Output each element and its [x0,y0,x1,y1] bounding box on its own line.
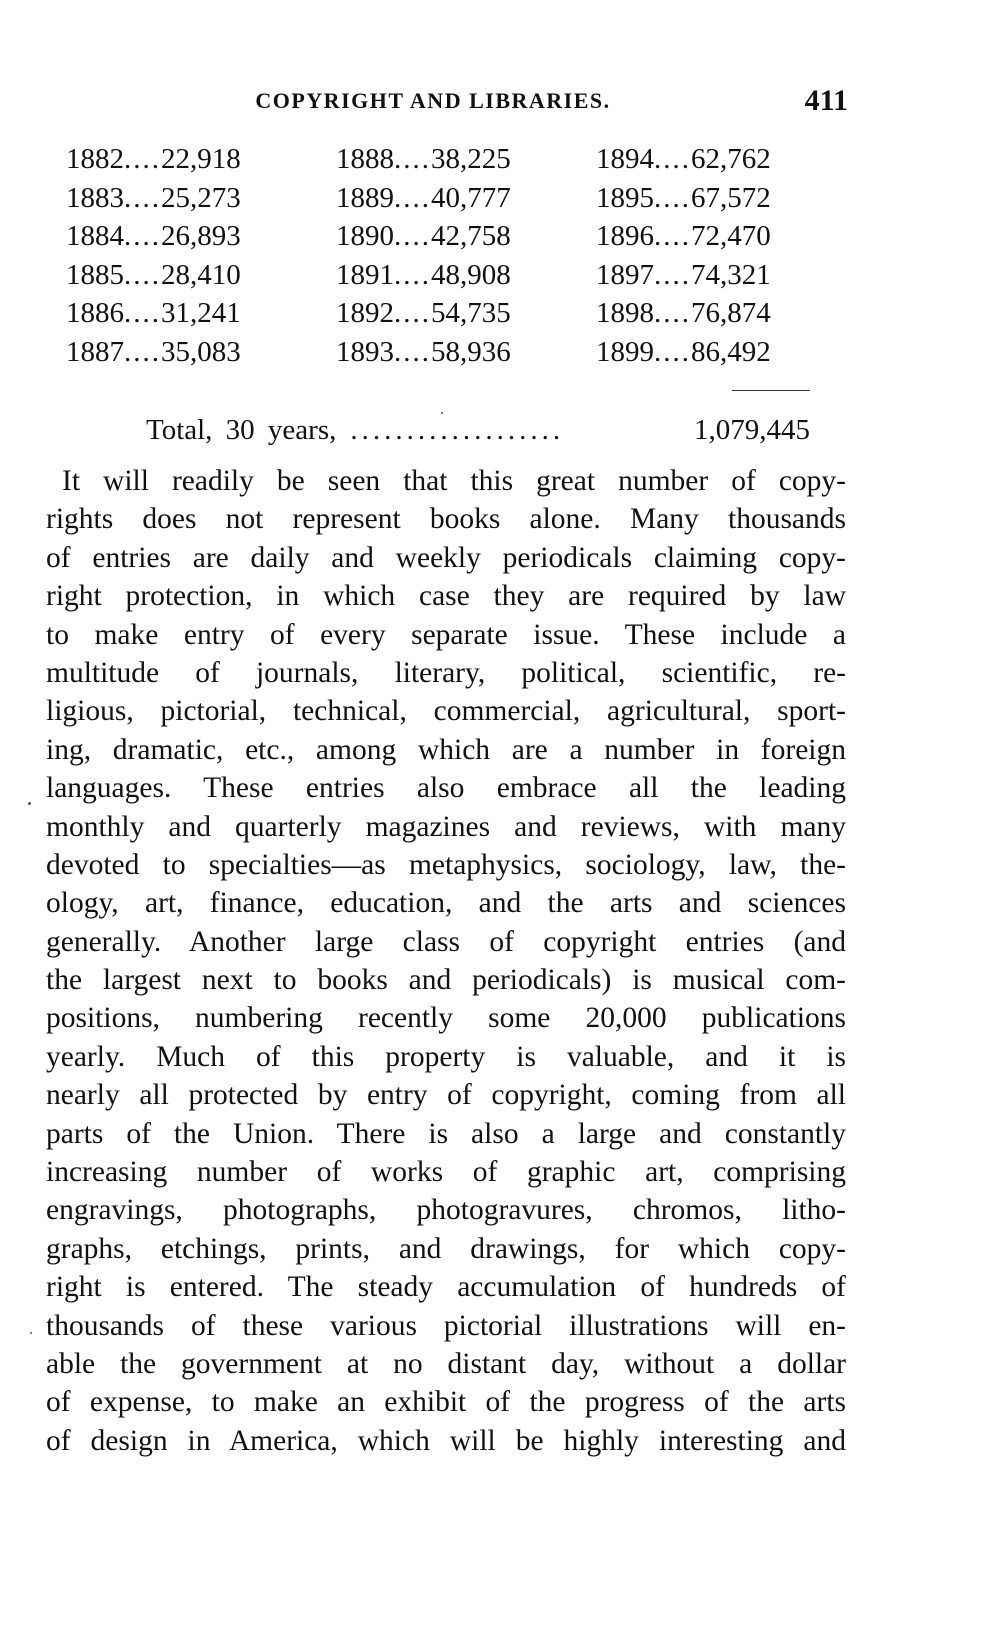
text-line: thousands of these various pictorial illustrations will en- [46,1309,846,1342]
text-line: ology, art, finance, education, and the arts and sciences [46,887,846,920]
leader-dots: .... [654,258,691,291]
table-row [66,179,241,218]
table-row [596,333,771,372]
text-line: yearly. Much of this property is valuable, and it is [46,1040,846,1073]
table-column [596,140,771,371]
scan-speck [28,802,31,805]
table-row [596,217,771,256]
table-row [66,217,241,256]
total-value: 1,079,445 [694,414,810,446]
leader-dots: .... [124,258,161,291]
text-line: nearly all protected by entry of copyright, coming from all [46,1079,846,1112]
year: 1884 [66,220,124,252]
year: 1896 [596,220,654,252]
year: 1898 [596,297,654,329]
year: 1891 [336,258,394,291]
text-line: ing, dramatic, etc., among which are a number in foreign [46,733,846,766]
year: 1885 [66,258,124,291]
table-row [66,333,241,372]
text-line: increasing number of works of graphic art, comprising [46,1156,846,1189]
table-row [596,179,771,218]
text-line: languages. These entries also embrace all the leading [46,772,846,805]
running-title: COPYRIGHT AND LIBRARIES. [255,88,611,113]
table-row [596,294,771,333]
text-line: to make entry of every separate issue. These include a [46,618,846,651]
leader-dots: .... [124,143,161,175]
scan-speck [30,1332,32,1334]
text-line: of entries are daily and weekly periodicals claiming copy- [46,541,846,574]
leader-dots: .... [654,220,691,252]
table-row [336,140,511,179]
body-paragraph [46,462,846,1460]
table-row [336,179,511,218]
total-label: Total, 30 years, [146,414,337,446]
text-line: It will readily be seen that this great number of copy- [62,465,846,497]
year: 1882 [66,143,124,175]
table-column [336,140,511,371]
text-line: multitude of journals, literary, political, scientific, re- [46,656,846,689]
text-line: monthly and quarterly magazines and reviews, with many [46,810,846,843]
entry-count: 74,321 [691,258,771,291]
leader-dots: ................... [350,414,565,446]
entry-count: 40,777 [431,181,511,214]
entry-count: 26,893 [161,220,241,252]
text-line: generally. Another large class of copyright entries (and [46,925,846,958]
scan-speck [441,412,443,414]
entry-count: 38,225 [431,143,511,175]
text-line: graphs, etchings, prints, and drawings, for which copy- [46,1232,846,1265]
text-line: of design in America, which will be highly interesting and [46,1424,846,1457]
leader-dots: .... [654,335,691,368]
table-row [336,256,511,295]
total-line [146,414,810,447]
table-row [596,256,771,295]
table-row [66,256,241,295]
leader-dots: .... [394,335,431,368]
entry-count: 35,083 [161,335,241,368]
text-line: devoted to specialties—as metaphysics, sociology, law, the- [46,848,846,881]
table-row [66,294,241,333]
year: 1888 [336,143,394,175]
table-row [596,140,771,179]
text-line: engravings, photographs, photogravures, chromos, litho- [46,1194,846,1227]
text-line: positions, numbering recently some 20,000 publications [46,1002,846,1035]
text-line: of expense, to make an exhibit of the progress of the arts [46,1386,846,1419]
leader-dots: .... [124,335,161,368]
entry-count: 72,470 [691,220,771,252]
entry-count: 42,758 [431,220,511,252]
entry-count: 67,572 [691,181,771,214]
running-head [48,84,848,124]
leader-dots: .... [394,143,431,175]
year: 1889 [336,181,394,214]
entry-count: 58,936 [431,335,511,368]
entry-count: 86,492 [691,335,771,368]
text-line: the largest next to books and periodicals) is musical com- [46,964,846,997]
year: 1883 [66,181,124,214]
year: 1894 [596,143,654,175]
leader-dots: .... [124,297,161,329]
text-line: able the government at no distant day, without a dollar [46,1347,846,1380]
entry-count: 22,918 [161,143,241,175]
year: 1887 [66,335,124,368]
page-number: 411 [804,84,848,117]
table-row [336,333,511,372]
leader-dots: .... [394,258,431,291]
year: 1886 [66,297,124,329]
entry-count: 62,762 [691,143,771,175]
leader-dots: .... [394,181,431,214]
entry-count: 48,908 [431,258,511,291]
leader-dots: .... [394,220,431,252]
year: 1892 [336,297,394,329]
leader-dots: .... [654,143,691,175]
entry-count: 54,735 [431,297,511,329]
text-line: right is entered. The steady accumulation of hundreds of [46,1271,846,1304]
year: 1895 [596,181,654,214]
table-row [66,140,241,179]
table-column [66,140,241,371]
year: 1893 [336,335,394,368]
leader-dots: .... [124,220,161,252]
table-row [336,217,511,256]
entry-count: 25,273 [161,181,241,214]
text-line: ligious, pictorial, technical, commercial, agricultural, sport- [46,695,846,728]
text-line: right protection, in which case they are required by law [46,580,846,613]
year: 1897 [596,258,654,291]
entry-count: 76,874 [691,297,771,329]
entry-count: 31,241 [161,297,241,329]
year: 1890 [336,220,394,252]
entry-count: 28,410 [161,258,241,291]
leader-dots: .... [654,181,691,214]
year: 1899 [596,335,654,368]
leader-dots: .... [124,181,161,214]
text-line: parts of the Union. There is also a large and constantly [46,1117,846,1150]
leader-dots: .... [654,297,691,329]
table-row [336,294,511,333]
leader-dots: .... [394,297,431,329]
text-line: rights does not represent books alone. Many thousands [46,503,846,536]
sum-rule-divider [732,390,810,391]
